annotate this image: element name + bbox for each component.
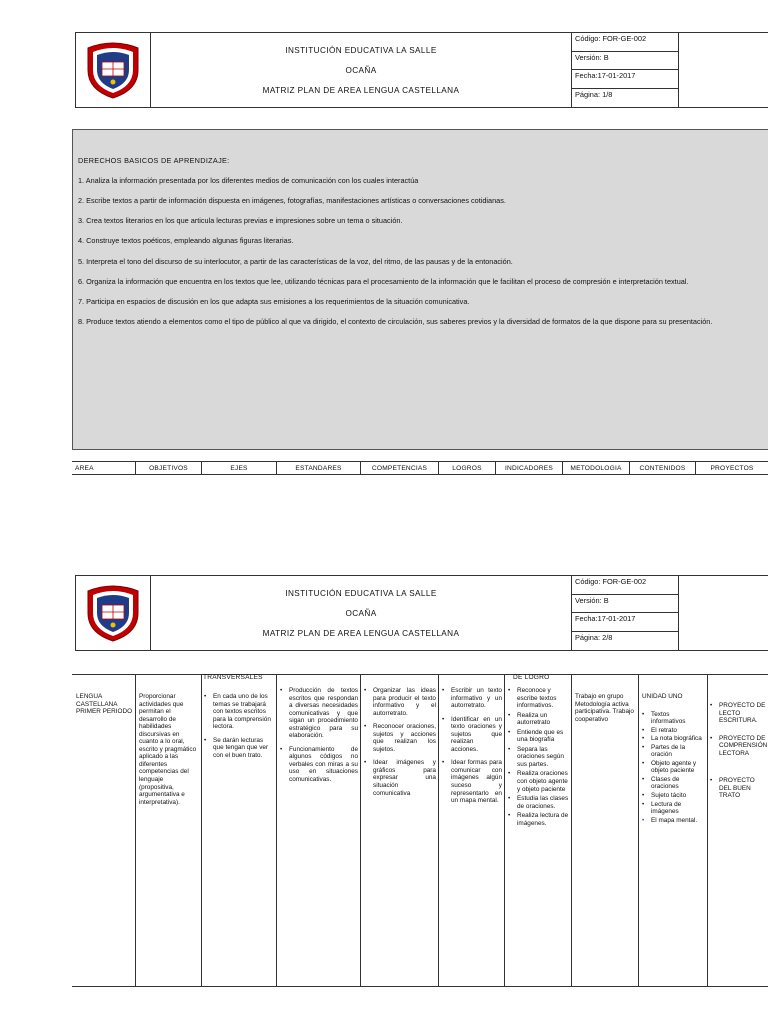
list-item: • Sujeto tácito	[642, 792, 704, 800]
list-item: • Realiza lectura de imágenes.	[508, 812, 569, 827]
plan-table	[72, 674, 768, 987]
document-date: Fecha:17-01-2017	[572, 70, 678, 89]
column-header: INDICADORES	[495, 462, 562, 474]
list-item: • PROYECTO DEL BUEN TRATO	[710, 777, 768, 800]
col-divider	[707, 675, 708, 986]
document-meta	[572, 33, 679, 107]
logros-cell	[442, 687, 502, 811]
document-version: Versión: B	[572, 52, 678, 71]
list-item: • Partes de la oración	[642, 744, 704, 759]
document-page: Página: 2/8	[575, 632, 613, 642]
dba-item: 5. Interpreta el tono del discurso de su interlocutor, a partir de las características de la voz, del ritmo, de las pausas y de la entonación.	[78, 256, 513, 266]
column-header: COMPETENCIAS	[360, 462, 438, 474]
institution-name: INSTITUCIÓN EDUCATIVA LA SALLE	[285, 588, 437, 598]
competencias-cell	[364, 687, 436, 803]
col-divider	[360, 675, 361, 986]
dba-item: 3. Crea textos literarios en los que articula lecturas previas e impresiones sobre un tema o situación.	[78, 216, 403, 226]
document-subtitle: MATRIZ PLAN DE AREA LENGUA CASTELLANA	[262, 85, 460, 95]
col-divider	[504, 675, 505, 986]
estandares-cell	[280, 687, 358, 790]
list-item: • En cada uno de los temas se trabajará con textos escritos para la comprensión lectora.	[204, 693, 274, 731]
list-item: • Reconocer oraciones, sujetos y acciones que realizan los sujetos.	[364, 723, 436, 753]
area-cell: LENGUA CASTELLANA PRIMER PERIODO	[76, 693, 133, 716]
column-header: OBJETIVOS	[135, 462, 201, 474]
dba-item: 6. Organiza la información que encuentra en los textos que lee, utilizando técnicas para el procesamiento de la información que le facilitan el proceso de compresión e interpretación textual.	[78, 276, 689, 286]
column-header: PROYECTOS	[695, 462, 768, 474]
document-date: Fecha:17-01-2017	[572, 613, 678, 632]
list-item: • Producción de textos escritos que respondan a diversas necesidades comunicativas y que sigan un procedimiento estratégico para su elaboración.	[280, 687, 358, 740]
metodologia-cell: Trabajo en grupo Metodología activa participativa. Trabajo cooperativo	[575, 693, 634, 723]
column-header: AREA	[75, 464, 94, 472]
column-header: TRANSVERSALES	[203, 674, 263, 681]
school-logo	[76, 576, 151, 650]
column-header: LOGROS	[438, 462, 495, 474]
list-item: • Entiende que es una biografía	[508, 729, 569, 744]
dba-item: 7. Participa en espacios de discusión en los que adapta sus emisiones a los requerimientos de la situación comunicativa.	[78, 296, 470, 306]
column-header: DE LOGRO	[513, 674, 550, 681]
dba-title: DERECHOS BASICOS DE APRENDIZAJE:	[78, 156, 230, 165]
list-item: • Idear formas para comunicar con imágenes algún suceso y representarlo en un mapa mental.	[442, 759, 502, 804]
list-item: • Separa las oraciones según sus partes.	[508, 746, 569, 769]
document-subtitle: MATRIZ PLAN DE AREA LENGUA CASTELLANA	[262, 628, 460, 638]
list-item: • Funcionamiento de algunos códigos no verbales con miras a su uso en situaciones comunicativas.	[280, 746, 358, 784]
institution-name: INSTITUCIÓN EDUCATIVA LA SALLE	[285, 45, 437, 55]
column-header: METODOLOGIA	[562, 462, 629, 474]
list-item: • Idear imágenes y gráficos para expresar una situación comunicativa	[364, 759, 436, 797]
list-item: • Lectura de imágenes	[642, 801, 704, 816]
table-header-row	[72, 675, 768, 684]
school-logo	[76, 33, 151, 107]
col-divider	[276, 675, 277, 986]
school-shield-icon	[82, 40, 144, 100]
objetivos-cell: Proporcionar actividades que permitan el desarrollo de habilidades discursivas en cuanto a lo oral, escrito y pragmático aplicado a las diferentes competencias del lenguaje (propositiva, argumentativa e interpretativa).	[139, 693, 197, 806]
institution-city: OCAÑA	[345, 65, 377, 75]
list-item: • Realiza oraciones con objeto agente y objeto paciente	[508, 770, 569, 793]
header-title-block	[151, 576, 572, 650]
list-item: • Objeto agente y objeto paciente	[642, 760, 704, 775]
list-item: • El retrato	[642, 727, 704, 735]
document-code: Código: FOR-GE-002	[572, 33, 678, 52]
proyectos-cell	[710, 702, 768, 806]
page2-header	[75, 575, 768, 651]
unit-title: UNIDAD UNO	[642, 693, 683, 700]
document-meta	[572, 576, 679, 650]
list-item: • Organizar las ideas para producir el texto informativo y el autorretrato.	[364, 687, 436, 717]
school-shield-icon	[82, 583, 144, 643]
list-item: • Textos informativos	[642, 711, 704, 726]
list-item: • Estudia las clases de oraciones.	[508, 795, 569, 810]
dba-item: 2. Escribe textos a partir de información dispuesta en imágenes, fotografías, manifestaciones artísticas o conversaciones cotidianas.	[78, 196, 506, 206]
list-item: • Escribir un texto informativo y un autorretrato.	[442, 687, 502, 710]
indicadores-cell	[508, 687, 569, 829]
list-item: • Realiza un autorretrato	[508, 712, 569, 727]
column-header: ESTANDARES	[276, 462, 360, 474]
dba-item: 1. Analiza la información presentada por los diferentes medios de comunicación con los cuales interactúa	[78, 176, 419, 186]
list-item: • Identificar en un texto oraciones y sujetos que realizan acciones.	[442, 716, 502, 754]
col-divider	[135, 675, 136, 986]
list-item: • La nota biográfica	[642, 735, 704, 743]
list-item: • Se darán lecturas que tengan que ver con el buen trato.	[204, 737, 274, 760]
header-title-block	[151, 33, 572, 107]
list-item: • Clases de oraciones	[642, 776, 704, 791]
document-page: Página: 1/8	[575, 89, 613, 99]
col-divider	[638, 675, 639, 986]
page1-header	[75, 32, 768, 108]
document-version: Versión: B	[572, 595, 678, 614]
list-item: • PROYECTO DE COMPRENSIÓN LECTORA	[710, 735, 768, 758]
institution-city: OCAÑA	[345, 608, 377, 618]
list-item: • Reconoce y escribe textos informativos.	[508, 687, 569, 710]
dba-item: 8. Produce textos atiendo a elementos como el tipo de público al que va dirigido, el contexto de circulación, sus saberes previos y la diversidad de formatos de la que dispone para su presentación.	[78, 316, 713, 326]
col-divider	[571, 675, 572, 986]
list-item: • PROYECTO DE LECTO ESCRITURA.	[710, 702, 768, 725]
dba-section	[72, 129, 768, 450]
col-divider	[201, 675, 202, 986]
column-header-row	[72, 461, 768, 475]
dba-item: 4. Construye textos poéticos, empleando algunas figuras literarias.	[78, 236, 294, 246]
list-item: • El mapa mental.	[642, 817, 704, 825]
col-divider	[438, 675, 439, 986]
ejes-cell	[204, 693, 274, 765]
column-header: CONTENIDOS	[629, 462, 695, 474]
document-code: Código: FOR-GE-002	[572, 576, 678, 595]
column-header: EJES	[201, 462, 276, 474]
contenidos-cell	[642, 693, 704, 825]
